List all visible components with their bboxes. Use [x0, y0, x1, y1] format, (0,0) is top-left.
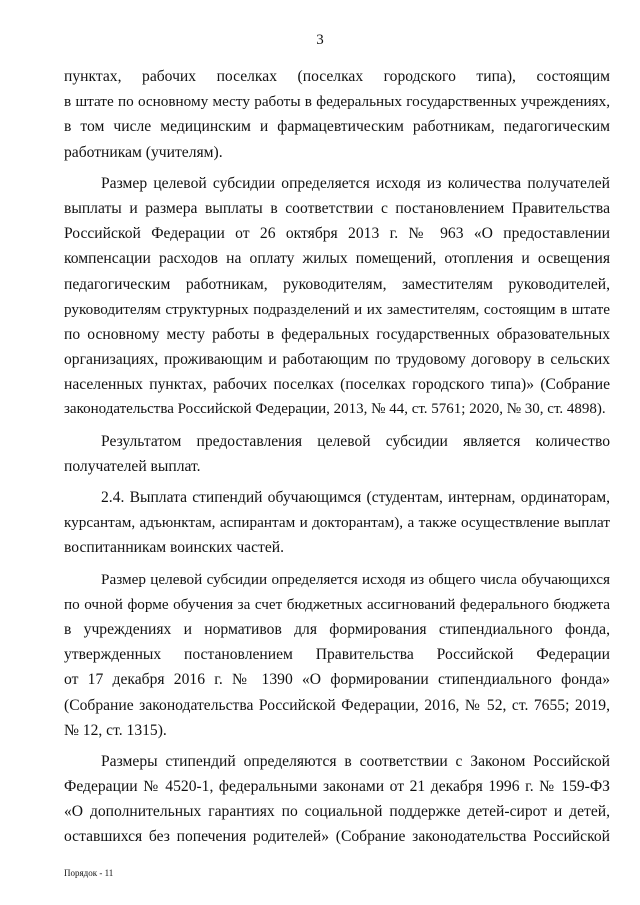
paragraph [64, 429, 610, 479]
text-line: компенсации расходов на оплату жилых помещений, отопления и освещения [64, 250, 610, 268]
text-line: утвержденных постановлением Правительства Российской Федерации [64, 646, 610, 664]
text-line: курсантам, адъюнктам, аспирантам и докторантам), а также осуществление выплат [64, 514, 610, 532]
paragraph [64, 567, 610, 743]
text-line: Российской Федерации от 26 октября 2013 г. № 963 «О предоставлении [64, 225, 610, 243]
text-line: законодательства Российской Федерации, 2013, № 44, ст. 5761; 2020, № 30, ст. 4898). [64, 401, 606, 418]
text-line: педагогическим работникам, руководителям, заместителям руководителей, [64, 275, 610, 293]
text-line: «О дополнительных гарантиях по социальной поддержке детей-сирот и детей, [64, 803, 610, 821]
text-line: Размер целевой субсидии определяется исходя из количества получателей [101, 174, 610, 192]
text-line: оставшихся без попечения родителей» (Собрание законодательства Российской [64, 828, 610, 846]
paragraph [64, 64, 610, 165]
text-line: руководителям структурных подразделений и их заместителям, состоящим в штате [64, 300, 610, 318]
document-body [64, 64, 610, 850]
text-line: Размеры стипендий определяются в соответствии с Законом Российской [101, 752, 610, 770]
text-line: от 17 декабря 2016 г. № 1390 «О формировании стипендиального фонда» [64, 671, 610, 689]
paragraph [64, 171, 610, 423]
text-line: воспитанникам воинских частей. [64, 539, 284, 557]
text-line: по очной форме обучения за счет бюджетных ассигнований федерального бюджета [64, 595, 610, 613]
text-line: 2.4. Выплата стипендий обучающимся (студентам, интернам, ординаторам, [101, 489, 610, 506]
text-line: (Собрание законодательства Российской Федерации, 2016, № 52, ст. 7655; 2019, [64, 696, 610, 714]
text-line: населенных пунктах, рабочих поселках (поселках городского типа)» (Собрание [64, 376, 610, 394]
text-line: № 12, ст. 1315). [64, 721, 167, 739]
paragraph [64, 485, 610, 561]
text-line: пунктах, рабочих поселках (поселках городского типа), состоящим [64, 68, 610, 85]
page-number: 3 [316, 32, 324, 48]
text-line: организациях, проживающим и работающим по трудовому договору в сельских [64, 351, 610, 369]
text-line: выплаты и размера выплаты в соответствии с постановлением Правительства [64, 199, 610, 217]
text-line: в учреждениях и нормативов для формирования стипендиального фонда, [64, 620, 610, 638]
text-line: по основному месту работы в федеральных государственных образовательных [64, 325, 610, 343]
text-line: Федерации № 4520-1, федеральными законами от 21 декабря 1996 г. № 159-ФЗ [64, 778, 610, 796]
footer-note: Порядок - 11 [64, 868, 114, 878]
text-line: работникам (учителям). [64, 143, 223, 161]
text-line: получателей выплат. [64, 457, 201, 475]
paragraph [64, 749, 610, 850]
text-line: Результатом предоставления целевой субсидии является количество [101, 432, 610, 450]
text-line: Размер целевой субсидии определяется исходя из общего числа обучающихся [101, 570, 610, 588]
text-line: в штате по основному месту работы в федеральных государственных учреждениях, [64, 93, 610, 111]
text-line: в том числе медицинским и фармацевтическим работникам, педагогическим [64, 118, 610, 136]
